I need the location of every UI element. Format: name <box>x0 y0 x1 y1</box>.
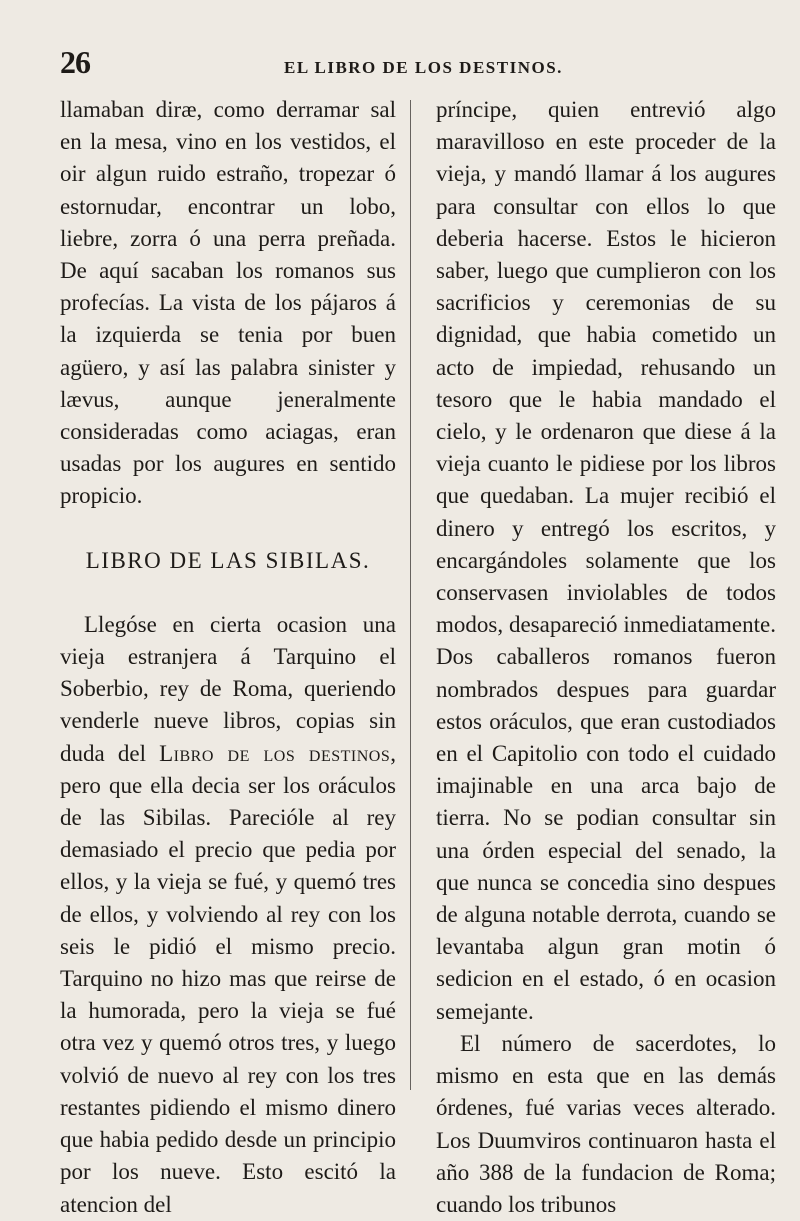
running-head: EL LIBRO DE LOS DESTINOS. <box>284 58 563 77</box>
paragraph-right-2: El número de sacerdotes, lo mismo en esta que en las demás órdenes, fué varias veces alterado. Los Duumviros continuaron hasta el año 388 de la fundacion de Roma; cuando los tribunos <box>436 1030 776 1217</box>
paragraph-right-1: príncipe, quien entrevió algo maravilloso en este proceder de la vieja, y mandó llamar á los augures para consultar con ellos lo que deberia hacerse. Estos le hicieron saber, luego que cumplieron con los sacrificios y ceremonias de su dignidad, que habia cometido un acto de impiedad, rehusando un tesoro que le habia mandado el cielo, y le ordenaron que diese á la vieja cuanto le pidiese por los libros que quedaban. La mujer recibió el dinero y entregó los escritos, y encargándoles solamente que los conservasen inviolables de todos modos, desapareció inmediatamente. Dos caballeros romanos fueron nombrados despues para guardar estos oráculos, que eran custodiados en el Capitolio con todo el cuidado imajinable en una arca bajo de tierra. No se podian consultar sin una órden especial del senado, la que nunca se concedia sino despues de alguna notable derrota, cuando se levantaba algun gran motin ó sedicion en el estado, ó en ocasion semejante. <box>436 97 776 1024</box>
paragraph-left-2-start: Llegóse en cierta ocasion una vieja estranjera á Tarquino el Soberbio, rey de Roma, queriendo venderle nueve libros, copias sin duda del <box>60 611 396 766</box>
column-gutter <box>410 100 411 1090</box>
book-title-smallcaps: Libro de los destinos <box>159 740 391 766</box>
section-title: LIBRO DE LAS SIBILAS. <box>85 547 371 573</box>
paragraph-left-2 <box>60 609 396 1221</box>
right-column <box>436 94 776 1221</box>
page-header <box>60 44 760 84</box>
paragraph-left-2-end: , pero que ella decia ser los oráculos de las Sibilas. Parecióle al rey demasiado el precio que pedia por ellos, y la vieja se fué, y quemó tres de ellos, y volviendo al rey con los seis le pidió el mismo precio. Tarquino no hizo mas que reirse de la humorada, pero la vieja se fué otra vez y quemó otros tres, y luego volvió de nuevo al rey con los tres restantes pidiendo el mismo dinero que habia pedido desde un principio por los nueve. Esto escitó la atencion del <box>60 740 397 1217</box>
paragraph-left-1: llamaban diræ, como derramar sal en la mesa, vino en los vestidos, el oir algun ruido estraño, tropezar ó estornudar, encontrar un lobo, liebre, zorra ó una perra preñada. De aquí sacaban los romanos sus profecías. La vista de los pájaros á la izquierda se tenia por buen agüero, y así las palabra sinister y lævus, aunque jeneralmente consideradas como aciagas, eran usadas por los augures en sentido propicio. <box>60 97 396 509</box>
page-number: 26 <box>60 44 90 80</box>
left-column <box>60 94 396 1221</box>
